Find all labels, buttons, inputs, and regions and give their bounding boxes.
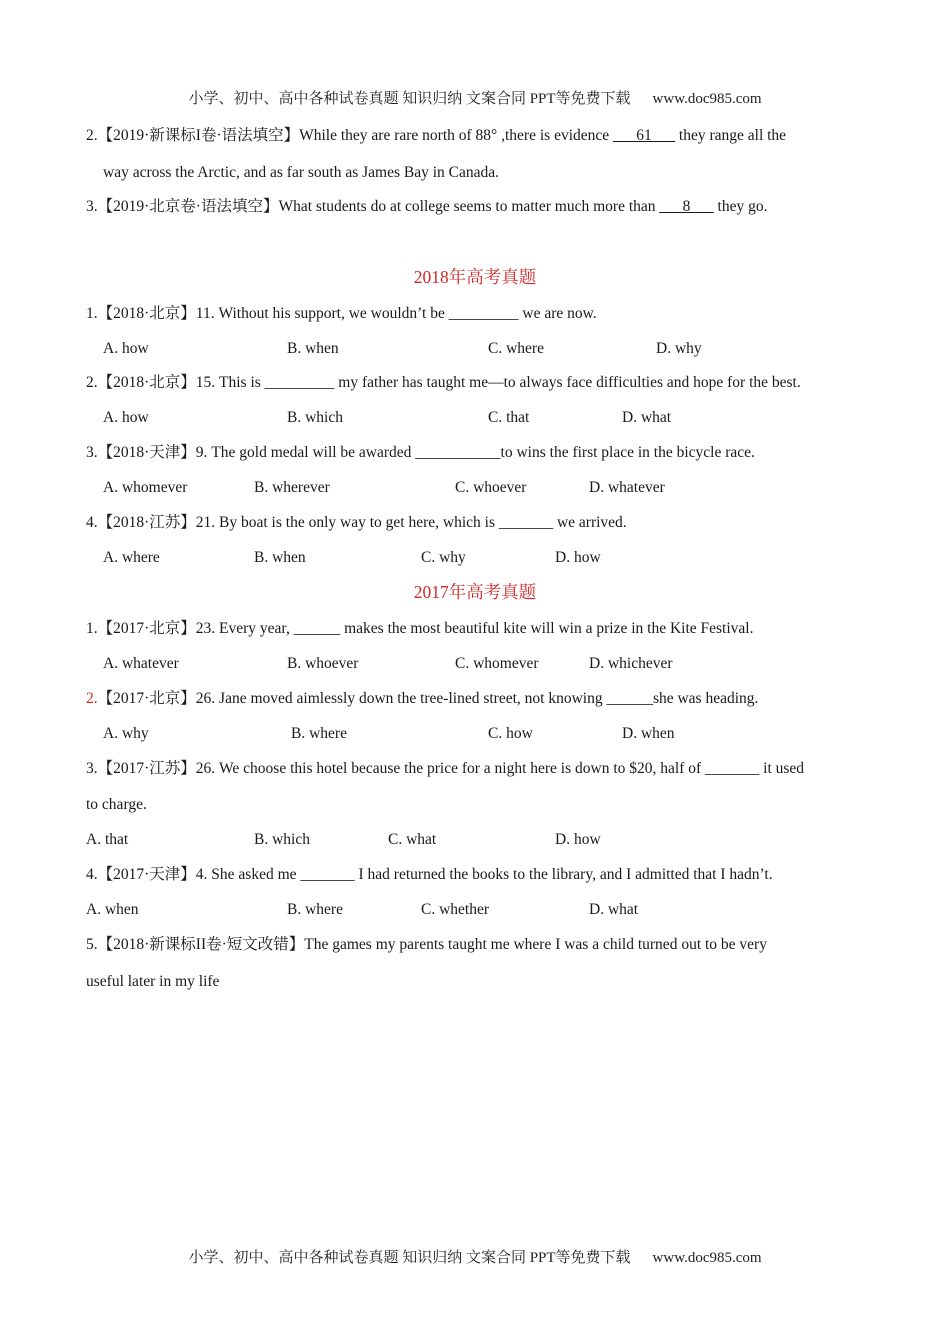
- option-b: B. where: [287, 901, 343, 918]
- answer-blank: ___8___: [659, 198, 714, 215]
- option-d: D. whichever: [589, 655, 673, 672]
- option-c: C. whether: [421, 901, 490, 918]
- option-b: B. which: [254, 831, 310, 848]
- option-a: A. whatever: [103, 655, 179, 672]
- question-2019-2-line1: [86, 126, 786, 146]
- question-2017-3-line1: 3.【2017·江苏】26. We choose this hotel because the price for a night here is down to $20, half of _______ it used: [86, 760, 805, 777]
- option-c: C. that: [488, 409, 530, 426]
- section-title-2017: 2017年高考真题: [413, 582, 537, 602]
- option-d: D. whatever: [589, 479, 665, 496]
- option-c: C. whomever: [455, 655, 539, 672]
- option-a: A. whomever: [103, 479, 188, 496]
- option-d: D. what: [589, 901, 639, 918]
- option-b: B. whoever: [287, 655, 359, 672]
- option-d: D. what: [622, 409, 672, 426]
- option-d: D. why: [656, 340, 702, 357]
- question-stem-tail: they go.: [713, 198, 768, 215]
- option-b: B. wherever: [254, 479, 330, 496]
- option-d: D. how: [555, 549, 601, 566]
- question-number: 2.: [86, 690, 98, 707]
- option-a: A. how: [103, 409, 149, 426]
- question-number: 3.: [86, 198, 98, 215]
- question-2017-5-line2: useful later in my life: [86, 973, 220, 990]
- header-url[interactable]: www.doc985.com: [652, 91, 762, 107]
- option-c: C. how: [488, 725, 533, 742]
- question-2018-1: 1.【2018·北京】11. Without his support, we wouldn’t be _________ we are now.: [86, 305, 597, 322]
- option-c: C. where: [488, 340, 544, 357]
- option-c: C. whoever: [455, 479, 527, 496]
- option-a: A. why: [103, 725, 149, 742]
- question-2018-4: 4.【2018·江苏】21. By boat is the only way to get here, which is _______ we arrived.: [86, 514, 627, 531]
- question-2019-2-line2: way across the Arctic, and as far south as James Bay in Canada.: [103, 164, 499, 181]
- option-d: D. when: [622, 725, 675, 742]
- option-c: C. why: [421, 549, 466, 566]
- section-title-2018: 2018年高考真题: [413, 267, 537, 287]
- question-stem: 【2017·北京】26. Jane moved aimlessly down the tree-lined street, not knowing ______she was heading.: [97, 690, 759, 707]
- footer-text: 小学、初中、高中各种试卷真题 知识归纳 文案合同 PPT等免费下载: [188, 1250, 631, 1266]
- question-2019-3: [86, 197, 767, 217]
- option-a: A. where: [103, 549, 160, 566]
- option-c: C. what: [388, 831, 437, 848]
- question-2018-3: 3.【2018·天津】9. The gold medal will be awarded ___________to wins the first place in the bicycle race.: [86, 444, 755, 461]
- question-2018-2: 2.【2018·北京】15. This is _________ my father has taught me—to always face difficulties and hope for the best.: [86, 374, 801, 391]
- question-2017-3-line2: to charge.: [86, 796, 147, 813]
- footer-url[interactable]: www.doc985.com: [652, 1250, 762, 1266]
- option-b: B. when: [287, 340, 339, 357]
- option-d: D. how: [555, 831, 601, 848]
- question-2017-1: 1.【2017·北京】23. Every year, ______ makes the most beautiful kite will win a prize in the Kite Festival.: [86, 620, 754, 637]
- question-stem: 【2019·新课标I卷·语法填空】While they are rare north of 88° ,there is evidence: [97, 127, 614, 144]
- question-stem-tail: they range all the: [675, 127, 787, 144]
- option-b: B. when: [254, 549, 306, 566]
- question-stem: 【2019·北京卷·语法填空】What students do at college seems to matter much more than: [97, 198, 660, 215]
- header-text: 小学、初中、高中各种试卷真题 知识归纳 文案合同 PPT等免费下载: [188, 91, 631, 107]
- option-a: A. that: [86, 831, 129, 848]
- option-b: B. where: [291, 725, 347, 742]
- question-2017-4: 4.【2017·天津】4. She asked me _______ I had returned the books to the library, and I admitted that I hadn’t.: [86, 866, 773, 883]
- answer-blank: ___61___: [613, 127, 676, 144]
- page-footer: [0, 1246, 950, 1267]
- option-a: A. when: [86, 901, 139, 918]
- option-a: A. how: [103, 340, 149, 357]
- page-header: [0, 87, 950, 108]
- question-number: 2.: [86, 127, 98, 144]
- option-b: B. which: [287, 409, 343, 426]
- question-2017-2: [86, 689, 758, 709]
- question-2017-5-line1: 5.【2018·新课标II卷·短文改错】The games my parents taught me where I was a child turned out to be very: [86, 936, 767, 953]
